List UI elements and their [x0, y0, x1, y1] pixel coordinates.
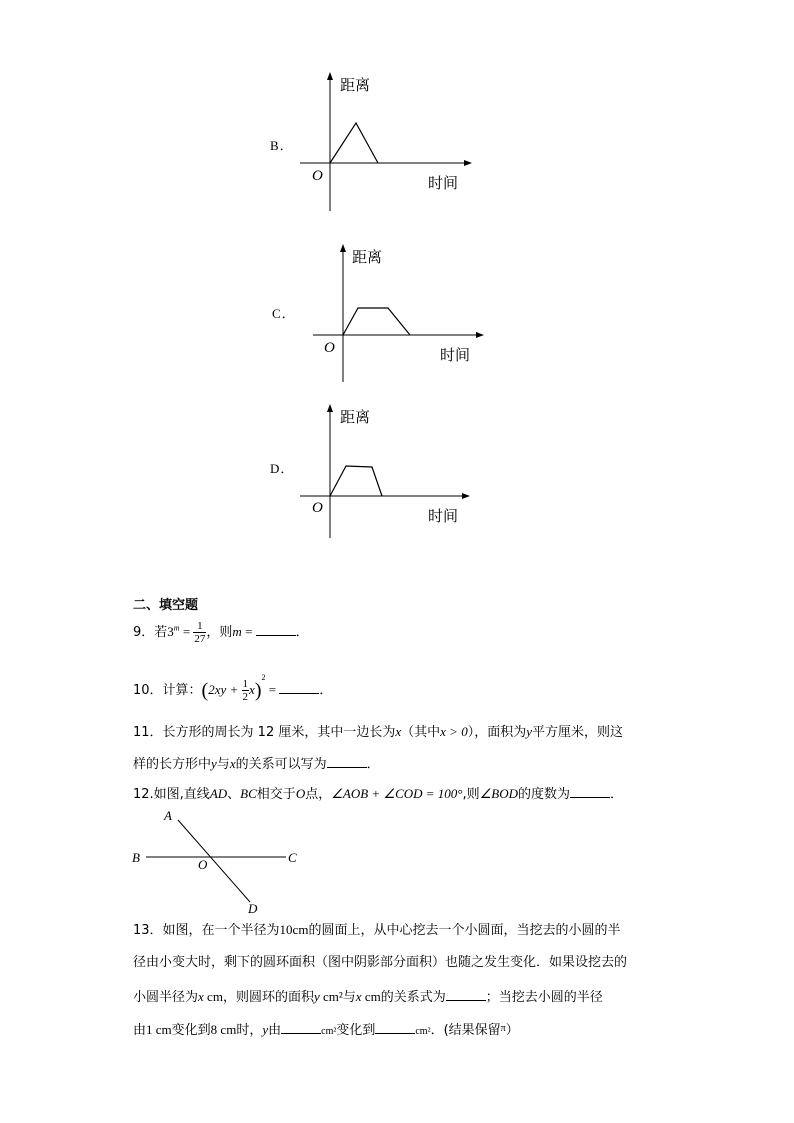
- fraction-1-27: $\frac{1}{27}$: [194, 620, 206, 645]
- point-label-b: B: [132, 850, 140, 865]
- graph-line-d: [330, 466, 382, 496]
- option-label-c: C．: [272, 306, 296, 321]
- origin-label-b: O: [312, 168, 323, 184]
- graph-option-b: [260, 68, 480, 213]
- answer-blank-10: [279, 681, 319, 694]
- question-11-line-2: 样的长方形中y与x的关系可以写为 ．: [133, 756, 380, 772]
- question-10: 10．计算：(2xy + $\frac{1}{2}$ x)$^2$ = ．: [133, 673, 333, 703]
- graph-option-c: [270, 240, 490, 385]
- question-9: 9．若$3^m$ = $\frac{1}{27}$ ，则m = ．: [133, 620, 309, 645]
- graph-line-b: [330, 123, 378, 163]
- x-axis-label-b: 时间: [428, 174, 459, 192]
- point-label-d: D: [248, 901, 258, 916]
- point-label-o: O: [198, 857, 208, 872]
- x-axis-label-d: 时间: [428, 507, 459, 525]
- option-label-b: B．: [270, 138, 294, 153]
- section-title: 二、填空题: [133, 598, 199, 613]
- question-12: 12.如图,直线AD、BC相交于O点，∠AOB + ∠COD = 100°,则∠BOD的度数为 ．: [133, 786, 624, 802]
- question-13-line-2: 径由小变大时，剩下的圆环面积（图中阴影部分面积）也随之发生变化．如果设挖去的: [133, 955, 628, 970]
- answer-blank-11: [327, 755, 367, 768]
- y-axis-label-d: 距离: [340, 408, 371, 426]
- answer-blank-13b: [281, 1021, 321, 1034]
- fraction-1-2: $\frac{1}{2}$: [242, 678, 249, 703]
- origin-label-c: O: [324, 340, 335, 356]
- figure-12-intersecting-lines: [130, 805, 320, 915]
- answer-blank-13c: [375, 1021, 415, 1034]
- y-axis-label-c: 距离: [352, 248, 383, 266]
- question-13-line-3: 小圆半径为x cm，则圆环的面积y cm²与x cm的关系式为 ；当挖去小圆的半径: [133, 989, 603, 1005]
- origin-label-d: O: [312, 500, 323, 516]
- graph-line-c: [343, 308, 410, 335]
- question-13-line-4: 由1 cm变化到8 cm时，y由 cm²变化到 cm²．(结果保留$^\pi$）: [133, 1022, 519, 1038]
- answer-blank-13a: [446, 988, 486, 1001]
- question-11-line-1: 11．长方形的周长为 12 厘米，其中一边长为x（其中x > 0），面积为y平方厘米，则这: [133, 724, 624, 740]
- option-label-d: D．: [270, 461, 295, 476]
- point-label-c: C: [288, 850, 297, 865]
- y-axis-label-b: 距离: [340, 76, 371, 94]
- question-13-line-1: 13．如图，在一个半径为10cm的圆面上，从中心挖去一个小圆面，当挖去的小圆的半: [133, 922, 621, 938]
- answer-blank-12: [570, 785, 610, 798]
- x-axis-label-c: 时间: [440, 346, 471, 364]
- point-label-a: A: [164, 808, 172, 823]
- graph-option-d: [260, 400, 480, 545]
- answer-blank-9: [256, 623, 296, 636]
